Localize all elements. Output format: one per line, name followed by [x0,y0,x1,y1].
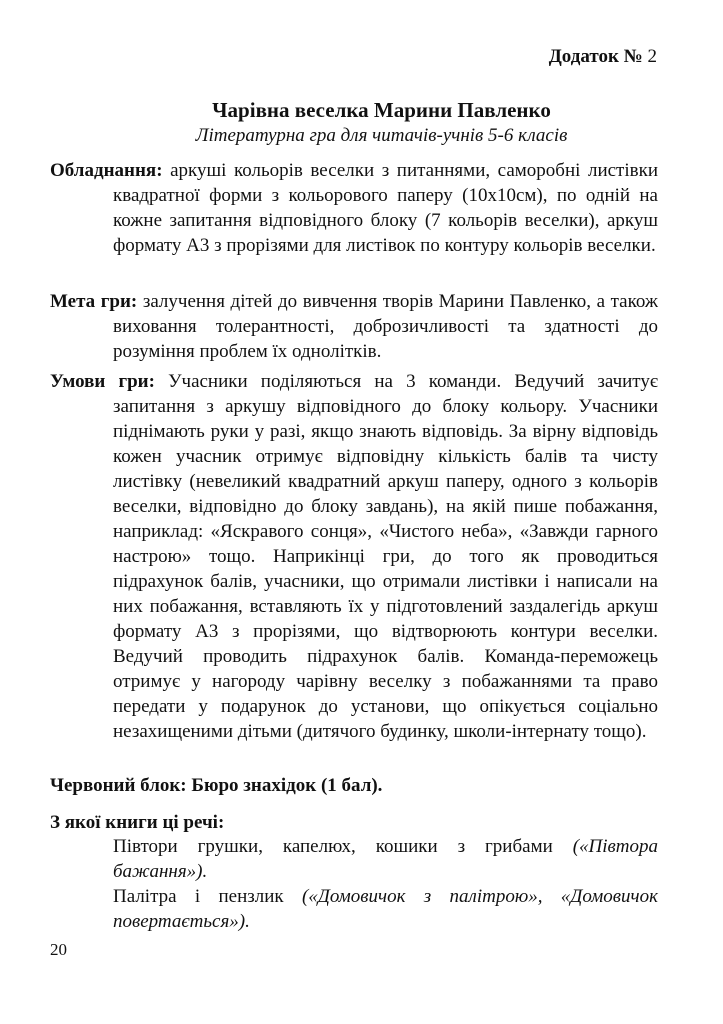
goal-term: Мета гри: [50,291,138,312]
goal-section [50,289,658,364]
rules-term: Умови гри: [50,371,155,392]
answer-list [113,834,658,934]
document-title: Чарівна веселка Марини Павленко [212,98,551,122]
answer-source: («Півтора бажання»). [113,836,658,882]
equipment-term: Обладнання: [50,160,163,181]
answer-item [113,884,658,934]
equipment-section [50,158,658,258]
goal-text: залучення дітей до вивчення творів Марини Павленко, а також виховання толерантності, доброзичливості та здатності до розуміння проблем їх однолітків. [113,291,659,362]
answer-source: («Домовичок з палітрою», «Домовичок повертається»). [113,886,658,932]
rules-text: Учасники поділяються на 3 команди. Ведучий зачитує запитання з аркушу відповідного до блоку кольору. Учасники піднімають руки у разі, якщо знають відповідь. За вірну відповідь кожен учасник отримує відповідну кількість балів та чисту листівку (невеликий квадратний аркуш паперу, одного з кольорів веселки, відповідно до блоку завдань), на якій пише побажання, наприклад: «Яскравого сонця», «Чистого неба», «Завжди гарного настрою» тощо. Наприкінці гри, до того як проводиться підрахунок балів, учасники, що отримали листівки і написали на них побажання, вставляють їх у підготовлений заздалегідь аркуш формату А3 з прорізями, що відтворюють контури веселки. Ведучий проводить підрахунок балів. Команда-переможець отримує у нагороду чарівну веселку з побажаннями та право передати у подарунок до установи, що опікується соціально незахищеними дітьми (дитячого будинку, школи-інтернату тощо). [113,371,658,742]
answer-item [113,834,658,884]
answer-items-text: Палітра і пензлик [113,886,284,907]
equipment-text: аркуші кольорів веселки з питаннями, саморобні листівки квадратної форми з кольорового паперу (10х10см), по одній на кожне запитання відповідного блоку (7 кольорів веселки), аркуш формату А3 з прорізями для листівок по контуру кольорів веселки. [113,160,658,256]
appendix-number: 2 [647,46,657,67]
appendix-label [549,46,657,68]
question-heading: З якої книги ці речі: [50,812,225,833]
answer-items-text: Півтори грушки, капелюх, кошики з грибами [113,836,553,857]
page-number: 20 [50,940,67,959]
document-subtitle: Літературна гра для читачів-учнів 5-6 класів [195,125,568,146]
rules-section [50,369,658,744]
appendix-label-text: Додаток № [548,46,643,67]
red-block-heading: Червоний блок: Бюро знахідок (1 бал). [50,775,383,796]
